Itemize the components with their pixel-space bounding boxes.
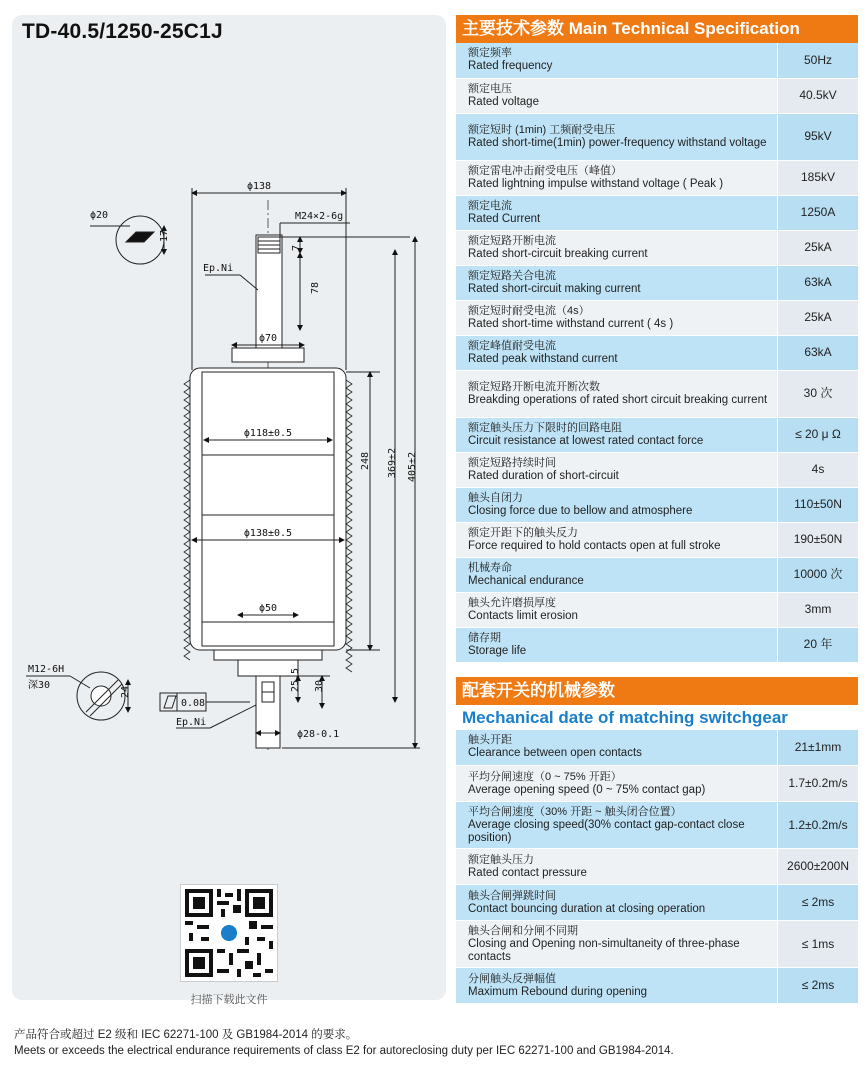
spec-row xyxy=(456,265,858,300)
spec-parameter xyxy=(456,627,778,662)
label-m12: M12-6H xyxy=(28,664,65,675)
spec-value: 1.7±0.2m/s xyxy=(778,766,859,802)
spec-name-cn: 平均合闸速度（30% 开距 ~ 触头闭合位置） xyxy=(468,805,682,818)
spec-row xyxy=(456,452,858,487)
spec-row xyxy=(456,300,858,335)
spec-name-cn: 触头开距 xyxy=(468,734,512,747)
footer-en: Meets or exceeds the electrical endurance requirements of class E2 for autoreclosing duty per IEC 62271-100 and GB1984-2014. xyxy=(14,1045,674,1057)
spec-parameter xyxy=(456,921,778,968)
main-spec-table xyxy=(456,43,858,663)
spec-name-en: Rated Current xyxy=(468,212,541,225)
spec-name-en: Rated frequency xyxy=(468,60,553,73)
spec-parameter xyxy=(456,849,778,885)
spec-name-cn: 额定峰值耐受电流 xyxy=(468,339,556,352)
footer xyxy=(14,1027,854,1059)
spec-parameter xyxy=(456,43,778,78)
spec-parameter xyxy=(456,487,778,522)
spec-row xyxy=(456,802,858,849)
spec-value: 30 次 xyxy=(778,370,859,417)
spec-name-en: Closing force due to bellow and atmosphere xyxy=(468,504,693,517)
spec-parameter xyxy=(456,230,778,265)
spec-parameter xyxy=(456,522,778,557)
spec-parameter xyxy=(456,730,778,766)
spec-value: 3mm xyxy=(778,592,859,627)
dim-24: 24 xyxy=(120,685,131,698)
dim-30: 30 xyxy=(314,679,325,692)
spec-name-en: Rated duration of short-circuit xyxy=(468,469,619,482)
qr-caption: 扫描下载此文件 xyxy=(190,994,268,1006)
mech-spec-heading: 配套开关的机械参数 xyxy=(456,677,858,705)
spec-name-cn: 触头合闸弹跳时间 xyxy=(468,889,556,902)
dim-25-5: 25.5 xyxy=(290,667,301,692)
qr-code-icon xyxy=(181,885,277,981)
spec-row xyxy=(456,627,858,662)
dim-17: 17 xyxy=(159,229,170,242)
spec-row xyxy=(456,522,858,557)
spec-name-cn: 额定电流 xyxy=(468,199,512,212)
dim-phi28: ϕ28-0.1 xyxy=(297,729,340,740)
spec-name-en: Rated peak withstand current xyxy=(468,352,618,365)
spec-row xyxy=(456,230,858,265)
spec-name-en: Rated short-time(1min) power-frequency withstand voltage xyxy=(468,136,767,149)
technical-drawing xyxy=(0,0,446,990)
spec-value: 1.2±0.2m/s xyxy=(778,802,859,849)
tolerance-value: 0.08 xyxy=(181,698,206,709)
spec-parameter xyxy=(456,113,778,160)
spec-parameter xyxy=(456,160,778,195)
spec-parameter xyxy=(456,300,778,335)
spec-row xyxy=(456,113,858,160)
dim-phi20: ϕ20 xyxy=(90,210,109,221)
spec-name-en: Clearance between open contacts xyxy=(468,747,642,760)
spec-parameter xyxy=(456,370,778,417)
spec-name-en: Maximum Rebound during opening xyxy=(468,985,647,998)
footer-cn: 产品符合或超过 E2 级和 IEC 62271-100 及 GB1984-2014 的要求。 xyxy=(14,1029,358,1041)
spec-name-cn: 触头允许磨损厚度 xyxy=(468,596,556,609)
spec-name-cn: 储存期 xyxy=(468,631,501,644)
spec-name-cn: 机械寿命 xyxy=(468,561,512,574)
spec-name-en: Force required to hold contacts open at full stroke xyxy=(468,539,721,552)
spec-value: ≤ 1ms xyxy=(778,921,859,968)
spec-parameter xyxy=(456,885,778,921)
main-spec-heading: 主要技术参数 Main Technical Specification xyxy=(456,15,858,43)
spec-name-en: Mechanical endurance xyxy=(468,574,584,587)
spec-value: 25kA xyxy=(778,230,859,265)
spec-row xyxy=(456,766,858,802)
spec-panel xyxy=(456,15,858,1004)
spec-name-cn: 额定短路关合电流 xyxy=(468,269,556,282)
spec-value: ≤ 2ms xyxy=(778,968,859,1004)
dim-m24: M24×2-6g xyxy=(295,211,344,222)
spec-name-cn: 额定雷电冲击耐受电压（峰值） xyxy=(468,164,622,177)
spec-value: 63kA xyxy=(778,265,859,300)
spec-row xyxy=(456,557,858,592)
spec-value: ≤ 2ms xyxy=(778,885,859,921)
spec-parameter xyxy=(456,802,778,849)
spec-parameter xyxy=(456,557,778,592)
spec-row xyxy=(456,335,858,370)
spec-value: 190±50N xyxy=(778,522,859,557)
spec-value: 4s xyxy=(778,452,859,487)
spec-value: 50Hz xyxy=(778,43,859,78)
spec-name-cn: 额定短路持续时间 xyxy=(468,456,556,469)
spec-row xyxy=(456,417,858,452)
dim-369: 369±2 xyxy=(387,447,398,478)
spec-name-en: Rated short-time withstand current ( 4s ) xyxy=(468,317,674,330)
spec-name-cn: 平均分闸速度（0 ~ 75% 开距） xyxy=(468,770,622,783)
spec-parameter xyxy=(456,968,778,1004)
spec-name-cn: 额定短时 (1min) 工频耐受电压 xyxy=(468,123,616,136)
spec-value: 185kV xyxy=(778,160,859,195)
spec-parameter xyxy=(456,766,778,802)
model-title: TD-40.5/1250-25C1J xyxy=(22,20,223,43)
spec-parameter xyxy=(456,417,778,452)
spec-row xyxy=(456,921,858,968)
spec-name-en: Average closing speed(30% contact gap-contact close position) xyxy=(468,818,745,844)
dim-405: 405±2 xyxy=(407,451,418,482)
dim-248: 248 xyxy=(360,451,371,470)
spec-name-en: Rated short-circuit breaking current xyxy=(468,247,648,260)
spec-row xyxy=(456,849,858,885)
spec-row xyxy=(456,487,858,522)
dim-phi118: ϕ118±0.5 xyxy=(243,428,293,439)
spec-row xyxy=(456,592,858,627)
spec-value: 95kV xyxy=(778,113,859,160)
dim-7: 7 xyxy=(291,244,302,251)
spec-name-cn: 额定短时耐受电流（4s） xyxy=(468,304,590,317)
spec-value: 25kA xyxy=(778,300,859,335)
spec-row xyxy=(456,43,858,78)
spec-parameter xyxy=(456,335,778,370)
spec-value: 2600±200N xyxy=(778,849,859,885)
spec-row xyxy=(456,78,858,113)
spec-parameter xyxy=(456,78,778,113)
spec-value: 21±1mm xyxy=(778,730,859,766)
qr-code[interactable] xyxy=(180,884,278,982)
mech-spec-table xyxy=(456,730,858,1005)
spec-parameter xyxy=(456,195,778,230)
spec-value: 63kA xyxy=(778,335,859,370)
spec-name-cn: 额定开距下的触头反力 xyxy=(468,526,578,539)
spec-value: 20 年 xyxy=(778,627,859,662)
spec-value: 110±50N xyxy=(778,487,859,522)
spec-name-en: Storage life xyxy=(468,644,527,657)
spec-name-en: Closing and Opening non-simultaneity of three-phase contacts xyxy=(468,937,740,963)
spec-parameter xyxy=(456,265,778,300)
spec-name-cn: 额定触头压力下限时的回路电阻 xyxy=(468,421,622,434)
spec-row xyxy=(456,885,858,921)
spec-parameter xyxy=(456,592,778,627)
spec-row xyxy=(456,730,858,766)
spec-name-en: Breakding operations of rated short circuit breaking current xyxy=(468,393,768,406)
spec-row xyxy=(456,160,858,195)
spec-name-cn: 额定电压 xyxy=(468,82,512,95)
spec-name-en: Average opening speed (0 ~ 75% contact gap) xyxy=(468,783,706,796)
label-depth30: 深30 xyxy=(28,680,51,691)
spec-value: ≤ 20 μ Ω xyxy=(778,417,859,452)
spec-value: 40.5kV xyxy=(778,78,859,113)
spec-name-cn: 触头自闭力 xyxy=(468,491,523,504)
dim-phi138-mid: ϕ138±0.5 xyxy=(243,528,293,539)
spec-value: 1250A xyxy=(778,195,859,230)
dim-phi70: ϕ70 xyxy=(258,333,278,344)
spec-parameter xyxy=(456,452,778,487)
dim-phi50: ϕ50 xyxy=(258,603,278,614)
mech-spec-subheading: Mechanical date of matching switchgear xyxy=(462,707,788,727)
label-epni-bottom: Ep.Ni xyxy=(176,717,207,728)
dim-78: 78 xyxy=(310,281,321,294)
spec-name-cn: 额定短路开断电流 xyxy=(468,234,556,247)
spec-name-en: Rated voltage xyxy=(468,95,539,108)
spec-name-cn: 分闸触头反弹幅值 xyxy=(468,972,556,985)
spec-row xyxy=(456,195,858,230)
spec-name-en: Rated short-circuit making current xyxy=(468,282,641,295)
spec-row xyxy=(456,968,858,1004)
spec-value: 10000 次 xyxy=(778,557,859,592)
spec-name-en: Contacts limit erosion xyxy=(468,609,578,622)
spec-row xyxy=(456,370,858,417)
spec-name-en: Circuit resistance at lowest rated contact force xyxy=(468,434,704,447)
label-epni-top: Ep.Ni xyxy=(203,263,234,274)
spec-name-en: Rated lightning impulse withstand voltage ( Peak ) xyxy=(468,177,724,190)
dim-phi138-top: ϕ138 xyxy=(246,181,272,192)
spec-name-en: Rated contact pressure xyxy=(468,866,587,879)
spec-name-en: Contact bouncing duration at closing operation xyxy=(468,902,706,915)
spec-name-cn: 额定短路开断电流开断次数 xyxy=(468,380,600,393)
spec-name-cn: 额定触头压力 xyxy=(468,853,534,866)
spec-name-cn: 触头合闸和分闸不同期 xyxy=(468,924,578,937)
spec-name-cn: 额定频率 xyxy=(468,47,512,60)
